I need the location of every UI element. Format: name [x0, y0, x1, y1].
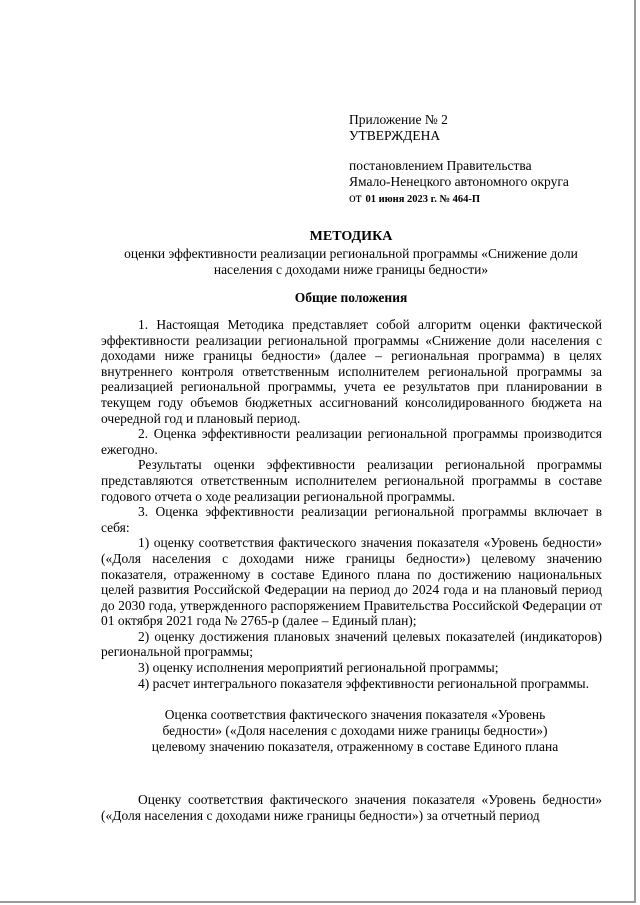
list-item: 3) оценку исполнения мероприятий региональной программы; [138, 660, 499, 676]
government-line: Ямало-Ненецкого автономного округа [349, 174, 569, 189]
paragraph: 2. Оценка эффективности реализации региональной программы производится ежегодно. [101, 426, 602, 457]
date-line [349, 190, 609, 208]
approved-label: УТВЕРЖДЕНА [349, 128, 441, 143]
paragraph: 3. Оценка эффективности реализации региональной программы включает в себя: [101, 504, 602, 535]
subsection-heading: Оценка соответствия фактического значения показателя «Уровень бедности» («Доля населения с доходами ниже границы бедности») целевому значению показателя, отраженному в составе Единого плана [151, 707, 559, 754]
document-title: МЕТОДИКА [309, 229, 393, 244]
paragraph: Результаты оценки эффективности реализации региональной программы представляются ответственным исполнителем региональной программы в составе годового отчета о ходе реализации региональной программы. [101, 457, 602, 504]
list-item: 4) расчет интегрального показателя эффективности региональной программы. [138, 675, 589, 691]
approval-block [349, 112, 609, 208]
resolution-line: постановлением Правительства [349, 158, 532, 173]
document-subtitle: оценки эффективности реализации региональной программы «Снижение доли населения с доходами ниже границы бедности» [124, 246, 578, 277]
closing-paragraph: Оценку соответствия фактического значения показателя «Уровень бедности» («Доля населения с доходами ниже границы бедности») за отчетный период [101, 792, 602, 823]
list-item: 2) оценку достижения плановых значений целевых показателей (индикаторов) региональной программы; [101, 628, 602, 660]
date-value: 01 июня 2023 г. № 464-П [365, 194, 481, 205]
appendix-number: Приложение № 2 [349, 112, 448, 127]
date-prefix: от [349, 190, 362, 205]
section-heading: Общие положения [294, 290, 408, 305]
paragraph: 1. Настоящая Методика представляет собой алгоритм оценки фактической эффективности реализации региональной программы «Снижение доли населения с доходами ниже границы бедности» (далее – региональная программа) в целях внутреннего контроля ответственным исполнителем региональной программы за реализацией региональной программы, учета ее результатов при планировании в текущем году объемов бюджетных ассигнований консолидированного бюджета на очередной год и плановый период. [101, 317, 602, 426]
list-item: 1) оценку соответствия фактического значения показателя «Уровень бедности» («Доля населения с доходами ниже границы бедности») целевому значению показателя, отраженному в составе Единого плана по достижению национальных целей развития Российской Федерации на период до 2024 года и на плановый период до 2030 года, утвержденного распоряжением Правительства Российской Федерации от 01 октября 2021 года № 2765-р (далее – Единый план); [101, 535, 602, 629]
document-body [101, 317, 602, 691]
